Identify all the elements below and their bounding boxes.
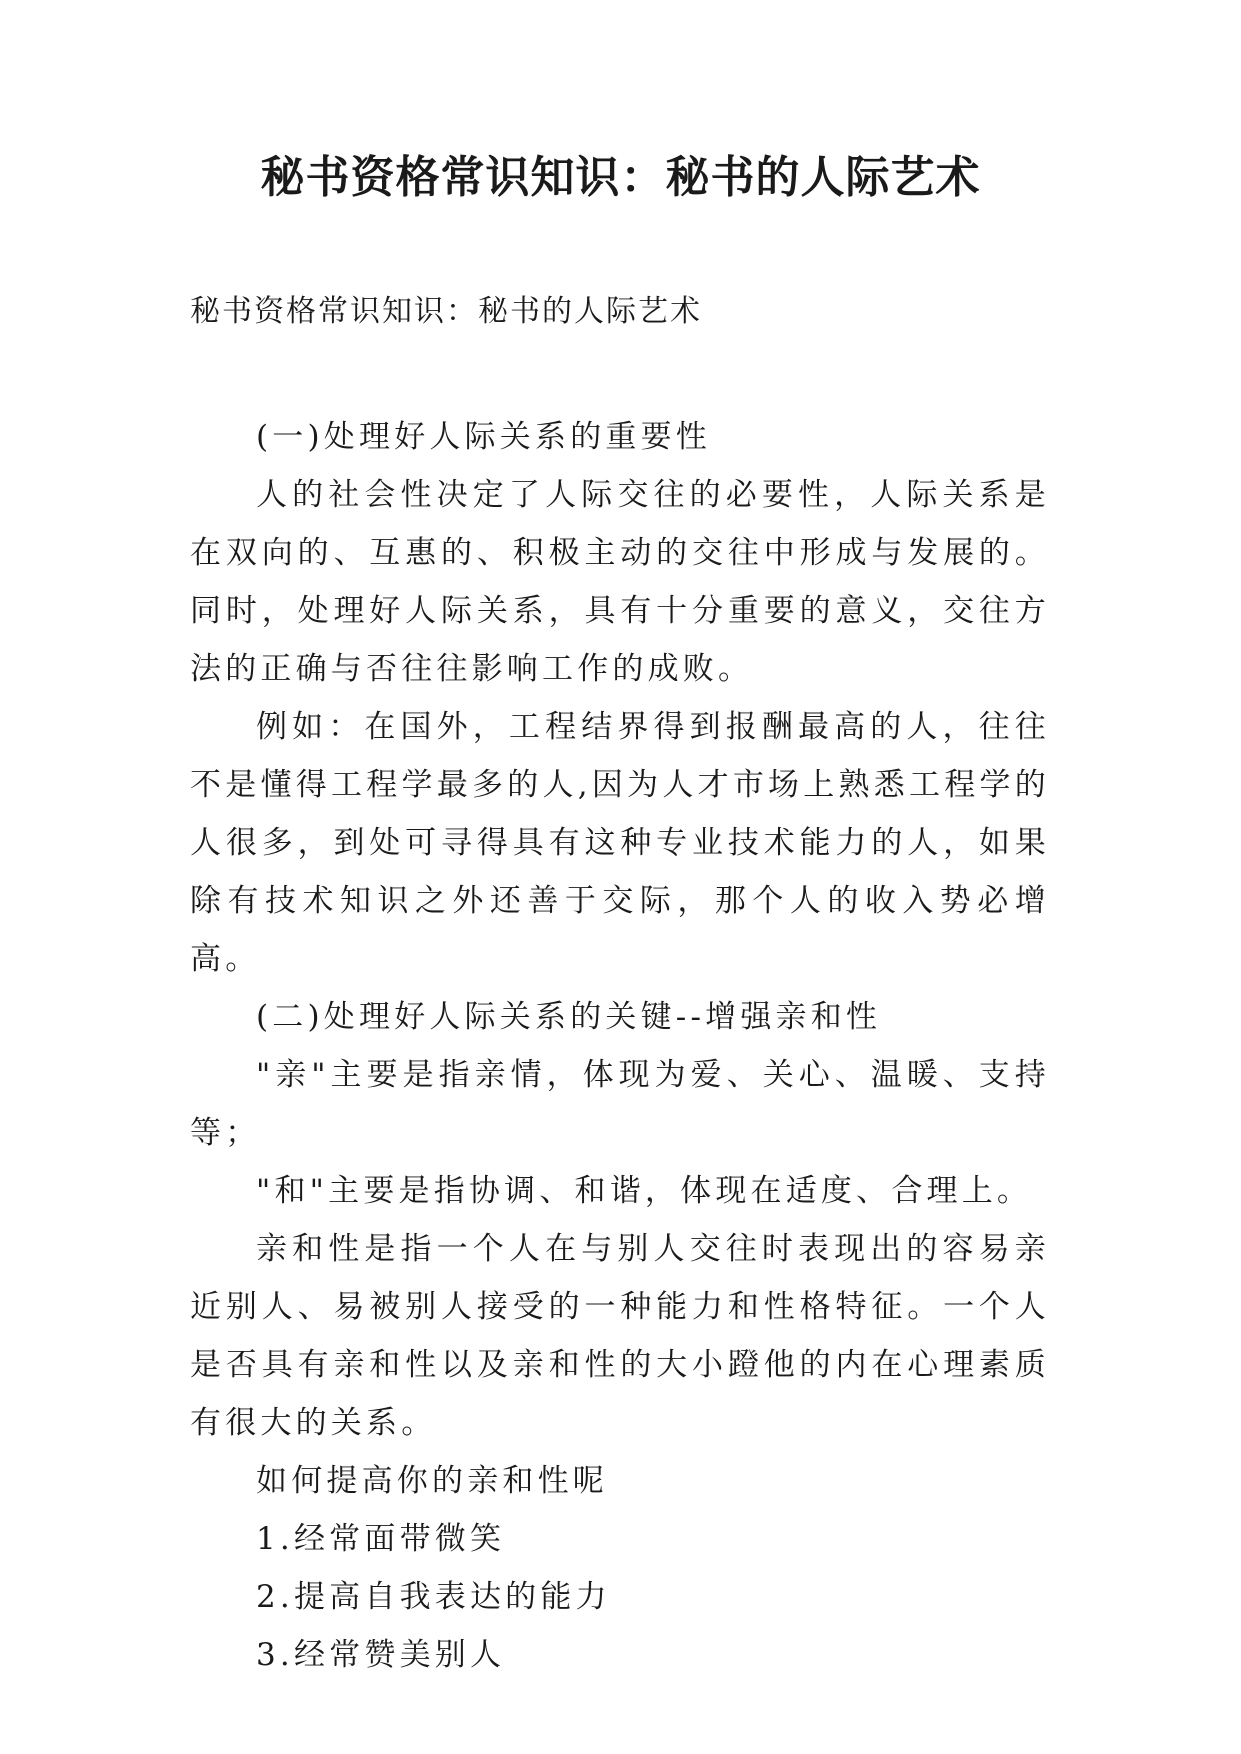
document-body xyxy=(190,408,1050,1684)
paragraph-affinity-definition: 亲和性是指一个人在与别人交往时表现出的容易亲近别人、易被别人接受的一种能力和性格特征。一个人是否具有亲和性以及亲和性的大小蹬他的内在心理素质有很大的关系。 xyxy=(190,1231,1050,1441)
paragraph-example: 例如：在国外，工程结界得到报酬最高的人，往往不是懂得工程学最多的人,因为人才市场上熟悉工程学的人很多，到处可寻得具有这种专业技术能力的人，如果除有技术知识之外还善于交际，那个人的收入势必增高。 xyxy=(190,709,1050,977)
section-heading-importance: (一)处理好人际关系的重要性 xyxy=(256,419,711,455)
section-heading-key: (二)处理好人际关系的关键--增强亲和性 xyxy=(256,999,882,1035)
document-title: 秘书资格常识知识：秘书的人际艺术 xyxy=(260,152,981,203)
paragraph-he-definition: "和"主要是指协调、和谐，体现在适度、合理上。 xyxy=(256,1173,1033,1209)
paragraph-qin-definition: "亲"主要是指亲情，体现为爱、关心、温暖、支持等； xyxy=(190,1057,1050,1151)
document-subtitle: 秘书资格常识知识：秘书的人际艺术 xyxy=(190,294,702,329)
paragraph-how-to-improve: 如何提高你的亲和性呢 xyxy=(256,1463,608,1499)
paragraph-social-nature: 人的社会性决定了人际交往的必要性，人际关系是在双向的、互惠的、积极主动的交往中形成与发展的。同时，处理好人际关系，具有十分重要的意义，交往方法的正确与否往往影响工作的成败。 xyxy=(190,477,1050,687)
list-item-praise: 3.经常赞美别人 xyxy=(256,1637,506,1673)
list-item-self-expression: 2.提高自我表达的能力 xyxy=(256,1579,611,1615)
list-item-smile: 1.经常面带微笑 xyxy=(256,1521,506,1557)
